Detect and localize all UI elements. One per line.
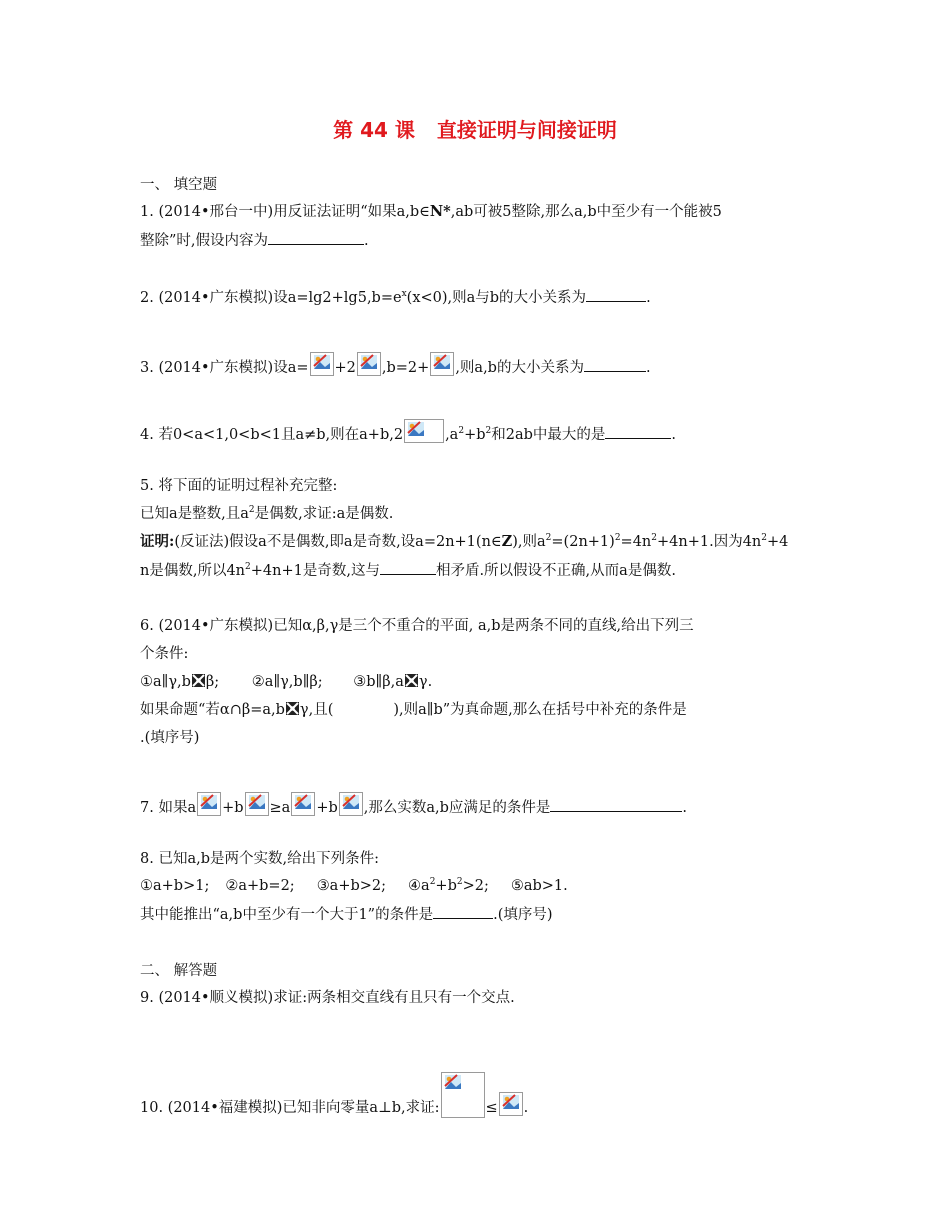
- q5-text-d: ),则a: [512, 534, 546, 550]
- q6-cond-3a: ③b∥β,a: [353, 674, 404, 690]
- answer-blank[interactable]: [550, 797, 682, 812]
- q10-text-a: 10. (2014•福建模拟)已知非向零量a⊥b,求证:: [140, 1100, 440, 1116]
- answer-blank[interactable]: [433, 904, 493, 919]
- q3-text-c: ,b=2+: [381, 360, 430, 376]
- q5-text-c: (反证法)假设a不是偶数,即a是奇数,设a=2n+1(n∈: [174, 534, 502, 550]
- page-title: [0, 114, 950, 143]
- question-6-conditions: [140, 672, 432, 692]
- broken-image-icon: [245, 792, 269, 816]
- q8-superscript: 2: [429, 877, 436, 887]
- q5-superscript: 2: [245, 562, 251, 572]
- broken-image-icon: [430, 352, 454, 376]
- q5-text-j: +4n+1是奇数,这与: [250, 563, 380, 579]
- q2-end: .: [646, 290, 651, 306]
- q7-text-d: +b: [316, 800, 338, 816]
- broken-image-icon: [310, 352, 334, 376]
- q2-text-a: 2. (2014•广东模拟)设a=lg2+lg5,b=e: [140, 290, 402, 306]
- q7-text-c: ≥a: [269, 800, 291, 816]
- answer-blank[interactable]: [586, 287, 646, 302]
- q5-text-g: +4n+1.因为4n: [657, 534, 762, 550]
- q6-cond-1b: β;: [205, 674, 220, 690]
- q6-cond-3b: γ.: [418, 674, 433, 690]
- lesson-topic: 直接证明与间接证明: [436, 118, 617, 142]
- q4-text-d: 和2ab中最大的是: [491, 427, 606, 443]
- question-6-line-1: 6. (2014•广东模拟)已知α,β,γ是三个不重合的平面, a,b是两条不同的直线,给出下列三: [140, 618, 694, 634]
- q6-text-b: γ,且(: [299, 702, 334, 718]
- q8-text-a: 其中能推出“a,b中至少有一个大于1”的条件是: [140, 907, 434, 923]
- question-4: [140, 419, 676, 445]
- q5-superscript: 2: [248, 505, 255, 515]
- question-1-line-1: [140, 202, 722, 222]
- q2-superscript: x: [401, 289, 407, 299]
- q5-superscript: 2: [761, 533, 767, 543]
- section-fill-heading: 一、 填空题: [140, 177, 218, 193]
- q5-text-a: 已知a是整数,且a: [140, 506, 249, 522]
- q3-end: .: [645, 360, 651, 376]
- section-answer-heading: 二、 解答题: [140, 963, 218, 979]
- answer-blank[interactable]: [380, 560, 436, 575]
- q5-text-b: 是偶数,求证:a是偶数.: [254, 506, 394, 522]
- q8-option-3: ③a+b>2;: [316, 878, 387, 894]
- missing-symbol-icon: [192, 674, 205, 687]
- broken-image-icon: [499, 1092, 523, 1116]
- proof-label: 证明:: [140, 533, 175, 550]
- q4-end: .: [671, 427, 677, 443]
- question-7: [140, 792, 687, 818]
- q7-text-e: ,那么实数a,b应满足的条件是: [363, 800, 551, 816]
- missing-symbol-icon: [286, 702, 299, 715]
- question-1-line-2: [140, 230, 369, 251]
- q4-text-a: 4. 若0<a<1,0<b<1且a≠b,则在a+b,2: [140, 427, 404, 443]
- n-star-symbol: N*: [429, 203, 451, 220]
- q8-option-1: ①a+b>1;: [140, 878, 210, 894]
- question-6-line-4: [140, 700, 687, 720]
- q5-text-k: 相矛盾.所以假设不正确,从而a是偶数.: [435, 563, 676, 579]
- question-8-options: [140, 876, 568, 896]
- q5-text-h: +4: [767, 534, 789, 550]
- question-5-line-3: [140, 532, 788, 552]
- q6-text-a: 如果命题“若α∩β=a,b: [140, 702, 285, 718]
- q4-text-b: ,a: [445, 427, 459, 443]
- q8-option-5: ⑤ab>1.: [510, 878, 568, 894]
- question-6-line-5: .(填序号): [140, 730, 200, 746]
- question-5-line-4: [140, 560, 676, 581]
- q8-text-b: .(填序号): [493, 907, 553, 923]
- q7-text-b: +b: [222, 800, 244, 816]
- q5-superscript: 2: [651, 533, 657, 543]
- integer-set-symbol: Z: [501, 533, 513, 550]
- q5-superscript: 2: [614, 533, 621, 543]
- answer-blank[interactable]: [605, 424, 671, 439]
- question-2: [140, 287, 651, 308]
- q1-text-c: 整除”时,假设内容为: [140, 233, 269, 249]
- q8-option-4c: >2;: [462, 878, 489, 894]
- question-8-line-3: [140, 904, 553, 925]
- q8-option-4b: +b: [435, 878, 457, 894]
- q5-superscript: 2: [545, 533, 552, 543]
- answer-blank[interactable]: [268, 230, 364, 245]
- q10-text-b: ≤: [485, 1100, 498, 1116]
- question-9: 9. (2014•顺义模拟)求证:两条相交直线有且只有一个交点.: [140, 990, 515, 1006]
- question-5-line-1: 5. 将下面的证明过程补充完整:: [140, 478, 338, 494]
- broken-image-icon: [404, 419, 444, 443]
- question-10: [140, 1072, 528, 1118]
- answer-blank[interactable]: [584, 357, 646, 372]
- broken-image-icon: [197, 792, 221, 816]
- q4-text-c: +b: [464, 427, 486, 443]
- q3-text-b: +2: [334, 360, 356, 376]
- broken-image-icon: [357, 352, 381, 376]
- q8-option-4a: ④a: [408, 878, 430, 894]
- q4-superscript: 2: [458, 426, 465, 436]
- lesson-number: 第 44 课: [333, 118, 415, 142]
- q7-text-a: 7. 如果a: [140, 800, 197, 816]
- q6-cond-1a: ①a∥γ,b: [140, 674, 191, 690]
- q4-superscript: 2: [485, 426, 492, 436]
- question-8-line-1: 8. 已知a,b是两个实数,给出下列条件:: [140, 851, 379, 867]
- q8-option-2: ②a+b=2;: [225, 878, 295, 894]
- broken-image-icon: [339, 792, 363, 816]
- question-5-line-2: [140, 504, 393, 524]
- q1-text-b: ,ab可被5整除,那么a,b中至少有一个能被5: [450, 204, 722, 220]
- q5-text-e: =(2n+1): [551, 534, 615, 550]
- q5-text-i: n是偶数,所以4n: [140, 563, 246, 579]
- q2-text-b: (x<0),则a与b的大小关系为: [406, 290, 587, 306]
- q10-end: .: [523, 1100, 529, 1116]
- q5-text-f: =4n: [620, 534, 652, 550]
- q1-end: .: [364, 233, 369, 249]
- q7-end: .: [682, 800, 688, 816]
- q1-text-a: 1. (2014•邢台一中)用反证法证明“如果a,b∈: [140, 204, 430, 220]
- missing-symbol-icon: [405, 674, 418, 687]
- q3-text-d: ,则a,b的大小关系为: [455, 360, 584, 376]
- broken-image-icon: [291, 792, 315, 816]
- question-3: [140, 352, 651, 378]
- q6-cond-2: ②a∥γ,b∥β;: [251, 674, 323, 690]
- broken-image-icon: [441, 1072, 485, 1118]
- q3-text-a: 3. (2014•广东模拟)设a=: [140, 360, 309, 376]
- q8-superscript: 2: [456, 877, 463, 887]
- question-6-line-2: 个条件:: [140, 646, 189, 662]
- q6-text-c: ),则a∥b”为真命题,那么在括号中补充的条件是: [393, 702, 687, 718]
